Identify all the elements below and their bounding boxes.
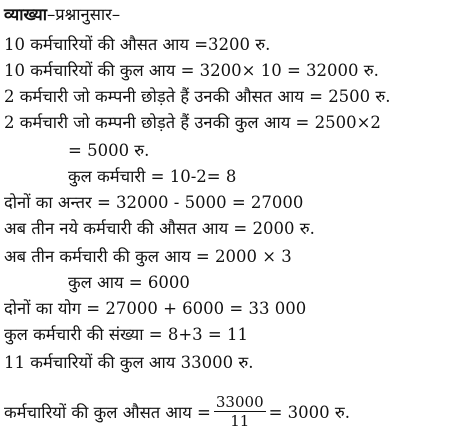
heading-subtitle: –प्रश्नानुसार– (46, 5, 121, 24)
total-income-10-line: 10 कर्मचारियों की कुल आय = 3200× 10 = 32000 रु. (4, 61, 379, 80)
final-result: = 3000 रु. (268, 402, 351, 422)
fraction-denominator: 11 (230, 411, 250, 430)
total-income-11-line: 11 कर्मचारियों की कुल आय 33000 रु. (4, 353, 254, 372)
new-average-line: अब तीन नये कर्मचारी की औसत आय = 2000 रु. (4, 219, 315, 238)
sum-line: दोनों का योग = 27000 + 6000 = 33 000 (4, 299, 307, 318)
leaving-total-result-line: = 5000 रु. (68, 141, 150, 160)
leaving-average-line: 2 कर्मचारी जो कम्पनी छोड़ते हैं उनकी औसत आय = 2500 रु. (4, 87, 391, 106)
employee-count-line: कुल कर्मचारी की संख्या = 8+3 = 11 (4, 325, 248, 344)
new-total-line: अब तीन कर्मचारी की कुल आय = 2000 × 3 (4, 247, 292, 266)
new-total-result-line: कुल आय = 6000 (68, 273, 190, 292)
heading-bold-label: व्याख्या (4, 5, 47, 24)
leaving-total-line: 2 कर्मचारी जो कम्पनी छोड़ते हैं उनकी कुल आय = 2500×2 (4, 113, 381, 132)
fraction (214, 393, 266, 430)
final-prefix: कर्मचारियों की कुल औसत आय = (4, 402, 211, 422)
average-income-10-line: 10 कर्मचारियों की औसत आय =3200 रु. (4, 35, 271, 54)
solution-heading (4, 4, 120, 26)
final-average-line (4, 388, 350, 434)
fraction-numerator: 33000 (215, 392, 264, 411)
difference-line: दोनों का अन्तर = 32000 - 5000 = 27000 (4, 193, 304, 212)
remaining-employees-line: कुल कर्मचारी = 10-2= 8 (68, 167, 237, 186)
